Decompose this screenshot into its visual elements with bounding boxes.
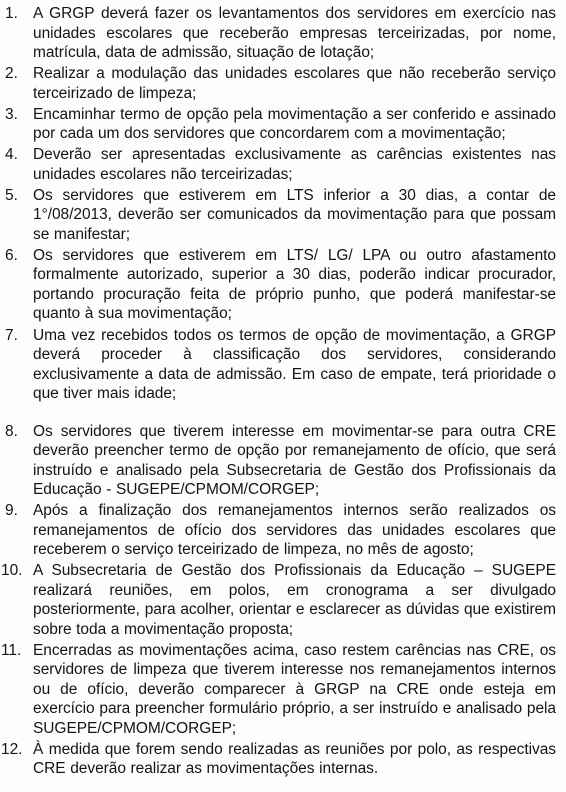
list-item-12	[0, 740, 566, 779]
list-item-6	[0, 246, 566, 324]
list-item-2	[0, 64, 566, 103]
numbered-list	[0, 4, 566, 781]
list-item-10	[0, 561, 566, 639]
item-number: 9.	[5, 502, 18, 520]
list-item-7	[0, 326, 566, 404]
item-number: 8.	[5, 422, 18, 440]
list-item-4	[0, 145, 566, 184]
item-number: 12.	[1, 740, 23, 758]
list-item-1	[0, 4, 566, 63]
item-text: Os servidores que tiverem interesse em movimentar-se para outra CRE deverão preencher termo de opção por remanejamento de ofício, que será instruído e analisado pela Subsecretaria de Gestão dos Profissionais da Educação - SUGEPE/CPMOM/CORGEP;	[33, 422, 556, 499]
item-number: 11.	[1, 641, 22, 659]
item-number: 4.	[5, 146, 18, 164]
item-text: Encaminhar termo de opção pela movimentação a ser conferido e assinado por cada um dos servidores que concordarem com a movimentação;	[33, 105, 556, 143]
item-number: 6.	[5, 246, 18, 264]
item-number: 1.	[5, 5, 18, 22]
item-text: A GRGP deverá fazer os levantamentos dos servidores em exercício nas unidades escolares que receberão empresas terceirizadas, por nome, matrícula, data de admissão, situação de lotação;	[33, 5, 556, 61]
item-number: 5.	[5, 186, 18, 204]
item-text: Os servidores que estiverem em LTS/ LG/ LPA ou outro afastamento formalmente autorizado, superior a 30 dias, poderão indicar procurador, portando procuração feita de próprio punho, que poderá manifestar-se quanto à sua movimentação;	[33, 246, 556, 323]
item-text: Deverão ser apresentadas exclusivamente as carências existentes nas unidades escolares não terceirizadas;	[33, 146, 556, 183]
item-number: 7.	[5, 326, 18, 344]
item-text: Realizar a modulação das unidades escolares que não receberão serviço terceirizado de limpeza;	[33, 65, 556, 102]
item-text: Encerradas as movimentações acima, caso restem carências nas CRE, os servidores de limpeza que tiverem interesse nos remanejamentos internos ou de ofício, deverão comparecer à GRGP na CRE onde esteja em exercício para preencher formulário próprio, a ser instruído e analisado pela SUGEPE/CPMOM/CORGEP;	[33, 641, 556, 737]
item-number: 3.	[5, 105, 18, 123]
item-text: Após a finalização dos remanejamentos internos serão realizados os remanejamentos de ofício dos servidores das unidades escolares que receberem o serviço terceirizado de limpeza, no mês de agosto;	[33, 502, 556, 559]
list-item-5	[0, 186, 566, 245]
list-item-3	[0, 105, 566, 144]
item-number: 10.	[1, 562, 23, 580]
list-item-11	[0, 641, 566, 739]
item-text: Uma vez recebidos todos os termos de opção de movimentação, a GRGP deverá proceder à classificação dos servidores, considerando exclusivamente a data de admissão. Em caso de empate, terá prioridade o que tiver mais idade;	[33, 326, 556, 403]
item-text: Os servidores que estiverem em LTS inferior a 30 dias, a contar de 1°/08/2013, deverão ser comunicados da movimentação para que possam se manifestar;	[33, 186, 556, 243]
item-text: A Subsecretaria de Gestão dos Profissionais da Educação – SUGEPE realizará reuniões, em polos, em cronograma a ser divulgado posteriormente, para acolher, orientar e esclarecer as dúvidas que existirem sobre toda a movimentação proposta;	[33, 562, 556, 638]
item-text: À medida que forem sendo realizadas as reuniões por polo, as respectivas CRE deverão realizar as movimentações internas.	[33, 740, 556, 778]
item-number: 2.	[5, 65, 18, 83]
list-item-9	[0, 501, 566, 560]
list-item-8	[0, 422, 566, 500]
